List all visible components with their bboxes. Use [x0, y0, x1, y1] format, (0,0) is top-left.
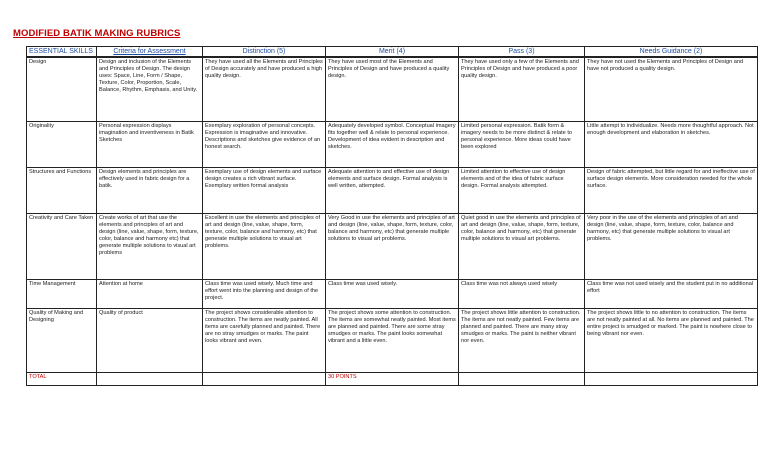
distinction-cell: Excellent in use the elements and principles of art and design (line, value, shape, form, texture, color, balance and harmony, etc) that generate multiple solutions to visual art problems. — [203, 213, 326, 279]
guidance-cell: Class time was not used wisely and the student put in no additional effort — [585, 279, 758, 308]
skill-cell: Quality of Making and Designing — [27, 308, 97, 372]
skill-cell: Design — [27, 57, 97, 121]
header-row — [27, 47, 758, 58]
header-needs-guidance: Needs Guidance (2) — [585, 47, 758, 58]
distinction-cell: Class time was used wisely. Much time and effort went into the planning and design of the project. — [203, 279, 326, 308]
criteria-cell: Attention at home — [97, 279, 203, 308]
table-row — [27, 121, 758, 167]
criteria-cell: Personal expression displays imagination and inventiveness in Batik Sketches — [97, 121, 203, 167]
pass-cell: Limited personal expression. Batik form & imagery needs to be more distinct & relate to personal experience. More ideas could have been explored — [459, 121, 585, 167]
total-empty-cell — [203, 372, 326, 385]
pass-cell: The project shows little attention to construction. The items are not neatly painted. Few items are planned and painted. There are many stray smudges or marks. The paint is neither vibrant nor even. — [459, 308, 585, 372]
criteria-cell: Design and inclusion of the Elements and Principles of Design. The design uses: Space, Line, Form / Shape, Texture, Color, Proportion, Scale, Balance, Rhythm, Emphasis, and Unity. — [97, 57, 203, 121]
table-row — [27, 213, 758, 279]
total-empty-cell — [585, 372, 758, 385]
distinction-cell: Exemplary use of design elements and surface design creates a rich vibrant surface. Exemplary written formal analysis — [203, 167, 326, 213]
rubric-table — [26, 46, 758, 386]
merit-cell: They have used most of the Elements and Principles of Design and have produced a quality design. — [326, 57, 459, 121]
distinction-cell: The project shows considerable attention to construction. The items are neatly painted. All items are carefully planned and painted. There are no stray smudges or marks. The paint looks vibrant and even. — [203, 308, 326, 372]
guidance-cell: Little attempt to individualize. Needs more thoughtful approach. Not enough development and elaboration in sketches. — [585, 121, 758, 167]
pass-cell: Quiet good in use the elements and principles of art and design (line, value, shape, form, texture, color, balance and harmony, etc) that generate multiple solutions to visual art problems. — [459, 213, 585, 279]
total-row — [27, 372, 758, 385]
distinction-cell: Exemplary exploration of personal concepts. Expression is imaginative and innovative. Descriptions and sketches give evidence of an honest search. — [203, 121, 326, 167]
header-criteria: Criteria for Assessment — [97, 47, 203, 58]
table-row — [27, 279, 758, 308]
header-merit: Merit (4) — [326, 47, 459, 58]
skill-cell: Time Management — [27, 279, 97, 308]
merit-cell: The project shows some attention to construction. The items are somewhat neatly painted. Most items are planned and painted. There are some stray smudges or marks. The paint looks somewhat vibrant and a little even. — [326, 308, 459, 372]
header-pass: Pass (3) — [459, 47, 585, 58]
merit-cell: Class time was used wisely. — [326, 279, 459, 308]
table-row — [27, 167, 758, 213]
criteria-cell: Quality of product — [97, 308, 203, 372]
guidance-cell: Very poor in the use of the elements and principles of art and design (line, value, shape, form, texture, color, balance and harmony, etc) that generate multiple solutions to visual art problems. — [585, 213, 758, 279]
header-distinction: Distinction (5) — [203, 47, 326, 58]
merit-cell: Adequate attention to and effective use of design elements and surface design. Formal analysis is well written, attempted. — [326, 167, 459, 213]
page-title: MODIFIED BATIK MAKING RUBRICS — [13, 28, 181, 39]
total-empty-cell — [459, 372, 585, 385]
criteria-cell: Design elements and principles are effectively used in fabric design for a batik. — [97, 167, 203, 213]
pass-cell: Class time was not always used wisely — [459, 279, 585, 308]
total-points: 30 POINTS — [326, 372, 459, 385]
skill-cell: Structures and Functions — [27, 167, 97, 213]
distinction-cell: They have used all the Elements and Principles of Design accurately and have produced a high quality design. — [203, 57, 326, 121]
guidance-cell: They have not used the Elements and Principles of Design and have not produced a quality design. — [585, 57, 758, 121]
pass-cell: Limited attention to effective use of design elements and of the idea of fabric surface design. Formal analysis attempted. — [459, 167, 585, 213]
total-empty-cell — [97, 372, 203, 385]
skill-cell: Originality — [27, 121, 97, 167]
skill-cell: Creativity and Care Taken — [27, 213, 97, 279]
pass-cell: They have used only a few of the Elements and Principles of Design and have produced a poor quality design. — [459, 57, 585, 121]
total-label: TOTAL — [27, 372, 97, 385]
table-row — [27, 57, 758, 121]
merit-cell: Very Good in use the elements and principles of art and design (line, value, shape, form, texture, color, balance and harmony, etc) that generate multiple solutions to visual art problems. — [326, 213, 459, 279]
criteria-cell: Create works of art that use the elements and principles of art and design (line, value, shape, form, texture, color, balance and harmony etc) that generate multiple solutions to visual art problems — [97, 213, 203, 279]
header-essential-skills: ESSENTIAL SKILLS — [27, 47, 97, 58]
guidance-cell: Design of fabric attempted, but little regard for and ineffective use of surface design elements. More consideration needed for the whole surface. — [585, 167, 758, 213]
guidance-cell: The project shows little to no attention to construction. The items are not neatly painted at all. No items are planned and painted. The entire project is smudged or marked. The paint is nowhere close to being vibrant nor even. — [585, 308, 758, 372]
table-row — [27, 308, 758, 372]
merit-cell: Adequately developed symbol. Conceptual imagery fits together well & relate to personal experience. Development of idea evident in description and sketches. — [326, 121, 459, 167]
